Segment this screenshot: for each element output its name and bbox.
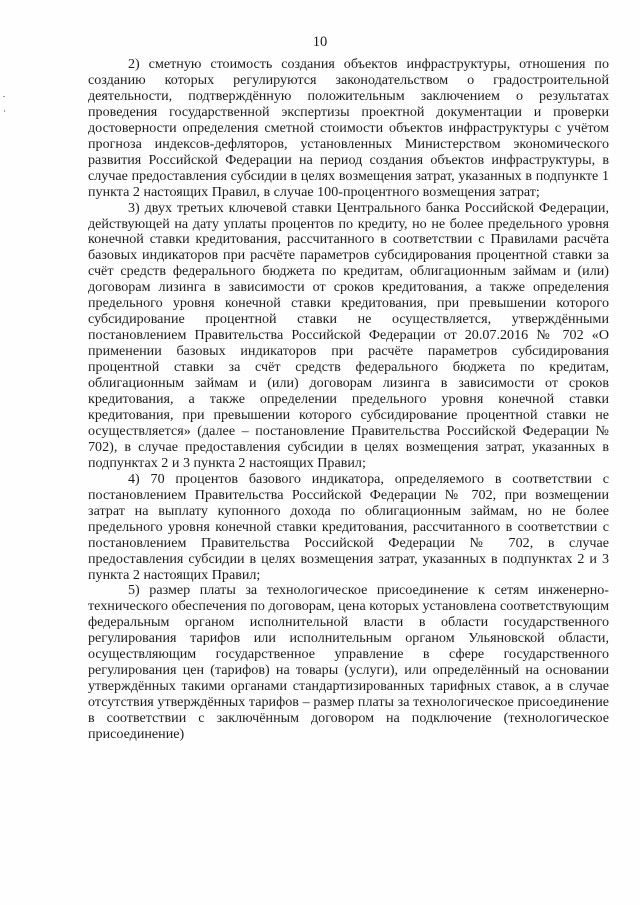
body-text bbox=[88, 57, 609, 743]
paragraph-item-4: 4) 70 процентов базового индикатора, определяемого в соответствии с постановлением Правительства Российской Федерации № 702, при возмещении затрат на выплату купонного дохода по облигационным займам, но не более предельного уровня конечной ставки кредитования, рассчитанного в соответствии с постановлением Правительства Российской Федерации № 702, в случае предоставления субсидии в целях возмещения затрат, указанных в подпунктах 2 и 3 пункта 2 настоящих Правил; bbox=[88, 470, 609, 583]
paragraph-item-3: 3) двух третьих ключевой ставки Центрального банка Российской Федерации, действующей на дату уплаты процентов по кредиту, но не более предельного уровня конечной ставки кредитования, рассчитанного в соответствии с Правилами расчёта базовых индикаторов при расчёте параметров субсидирования процентной ставки за счёт средств федерального бюджета по кредитам, облигационным займам и (или) договорам лизинга в зависимости от сроков кредитования, а также определения предельного уровня конечной ставки кредитования, при превышении которого субсидирование процентной ставки не осуществляется, утверждёнными постановлением Правительства Российской Федерации от 20.07.2016 № 702 «О применении базовых индикаторов при расчёте параметров субсидирования процентной ставки за счёт средств федерального бюджета по кредитам, облигационным займам и (или) договорам лизинга в зависимости от сроков кредитования, а также определении предельного уровня конечной ставки кредитования, при превышении которого субсидирование процентной ставки не осуществляется» (далее – постановление Правительства Российской Федерации № 702), в случае предоставления субсидии в целях возмещения затрат, указанных в подпунктах 2 и 3 пункта 2 настоящих Правил; bbox=[88, 199, 609, 471]
scan-artifact-bottom bbox=[4, 110, 5, 112]
paragraph-item-2: 2) сметную стоимость создания объектов инфраструктуры, отношения по созданию которых регулируются законодательством о градостроительной деятельности, подтверждённую положительным заключением о результатах проведения государственной экспертизы проектной документации и проверки достоверности определения сметной стоимости объектов инфраструктуры с учётом прогноза индексов-дефляторов, установленных Министерством экономического развития Российской Федерации на период создания объектов инфраструктуры, в случае предоставления субсидии в целях возмещения затрат, указанных в подпункте 1 пункта 2 настоящих Правил, в случае 100-процентного возмещения затрат; bbox=[88, 56, 609, 200]
paragraph-item-5: 5) размер платы за технологическое присоединение к сетям инженерно-технического обеспечения по договорам, цена которых установлена соответствующим федеральным органом исполнительной власти в области государственного регулирования тарифов или исполнительным органом Ульяновской области, осуществляющим государственное управление в сфере государственного регулирования цен (тарифов) на товары (услуги), или определённый на основании утверждённых такими органами стандартизированных тарифных ставок, а в случае отсутствия утверждённых тарифов – размер платы за технологическое присоединение в соответствии с заключённым договором на подключение (технологическое присоединение) bbox=[88, 582, 609, 743]
scan-artifact-top bbox=[3, 96, 5, 97]
page-number: 10 bbox=[312, 34, 328, 50]
